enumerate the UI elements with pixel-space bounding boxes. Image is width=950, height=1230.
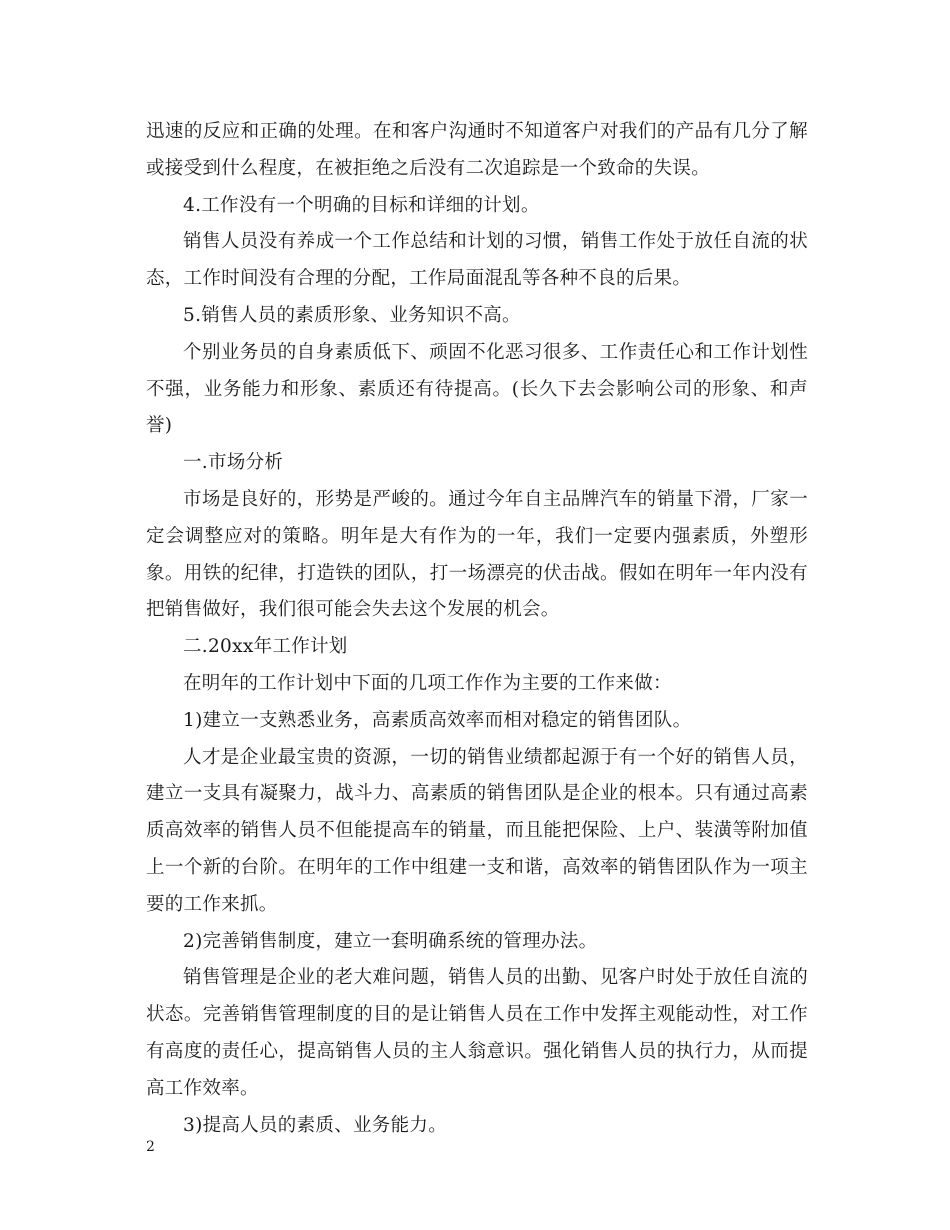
paragraph: 个别业务员的自身素质低下、顽固不化恶习很多、工作责任心和工作计划性不强，业务能力和形象、素质还有待提高。(长久下去会影响公司的形象、和声誉) — [146, 341, 808, 437]
document-body — [146, 114, 808, 1144]
page-number: 2 — [146, 1139, 155, 1155]
paragraph-heading-4: 4.工作没有一个明确的目标和详细的计划。 — [183, 194, 540, 216]
list-item-1: 1)建立一支熟悉业务，高素质高效率而相对稳定的销售团队。 — [183, 709, 692, 731]
section-heading-work-plan: 二.20xx年工作计划 — [183, 636, 348, 658]
paragraph-heading-5: 5.销售人员的素质形象、业务知识不高。 — [183, 304, 521, 326]
paragraph: 销售人员没有养成一个工作总结和计划的习惯，销售工作处于放任自流的状态，工作时间没有合理的分配，工作局面混乱等各种不良的后果。 — [146, 231, 808, 290]
paragraph: 市场是良好的，形势是严峻的。通过今年自主品牌汽车的销量下滑，厂家一定会调整应对的策略。明年是大有作为的一年，我们一定要内强素质，外塑形象。用铁的纪律，打造铁的团队，打一场漂亮的伏击战。假如在明年一年内没有把销售做好，我们很可能会失去这个发展的机会。 — [146, 488, 808, 621]
paragraph: 销售管理是企业的老大难问题，销售人员的出勤、见客户时处于放任自流的状态。完善销售管理制度的目的是让销售人员在工作中发挥主观能动性，对工作有高度的责任心，提高销售人员的主人翁意识。强化销售人员的执行力，从而提高工作效率。 — [146, 967, 808, 1099]
paragraph: 人才是企业最宝贵的资源，一切的销售业绩都起源于有一个好的销售人员，建立一支具有凝聚力，战斗力、高素质的销售团队是企业的根本。只有通过高素质高效率的销售人员不但能提高车的销量，而且能把保险、上户、装潢等附加值上一个新的台阶。在明年的工作中组建一支和谐，高效率的销售团队作为一项主要的工作来抓。 — [146, 746, 808, 915]
section-heading-market-analysis: 一.市场分析 — [183, 452, 284, 474]
paragraph-continuation: 迅速的反应和正确的处理。在和客户沟通时不知道客户对我们的产品有几分了解或接受到什么程度，在被拒绝之后没有二次追踪是一个致命的失误。 — [146, 121, 808, 179]
list-item-3: 3)提高人员的素质、业务能力。 — [183, 1114, 447, 1136]
paragraph: 在明年的工作计划中下面的几项工作作为主要的工作来做： — [183, 672, 672, 694]
list-item-2: 2)完善销售制度，建立一套明确系统的管理办法。 — [183, 930, 598, 952]
